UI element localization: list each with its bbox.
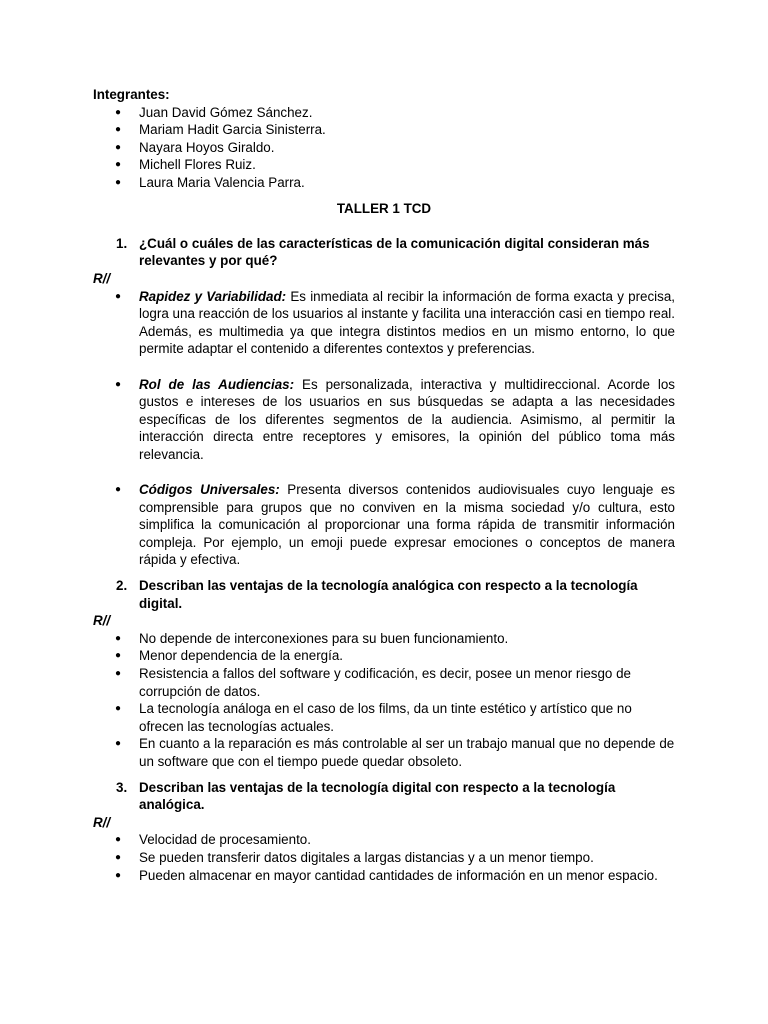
list-item: ● No depende de interconexiones para su buen funcionamiento.: [93, 630, 675, 648]
answer-marker: R//: [93, 613, 111, 629]
list-item: ● Juan David Gómez Sánchez.: [93, 104, 675, 122]
question-2: [93, 577, 675, 612]
document-title: TALLER 1 TCD: [336, 200, 432, 216]
list-item: ● Menor dependencia de la energía.: [93, 647, 675, 665]
answer-item-lead: Rapidez y Variabilidad:: [139, 288, 287, 304]
answer-marker: R//: [93, 814, 111, 830]
list-item: ● Pueden almacenar en mayor cantidad cantidades de información en un menor espacio.: [93, 867, 675, 885]
list-item: ● La tecnología análoga en el caso de los films, da un tinte estético y artístico que no ofrecen las tecnologías actuales.: [93, 700, 675, 735]
answer-item-lead: Códigos Universales:: [139, 482, 280, 498]
answer-item: [93, 481, 675, 569]
list-item: ● Resistencia a fallos del software y codificación, es decir, posee un menor riesgo de corrupción de datos.: [93, 665, 675, 700]
question-number: 3.: [116, 779, 128, 795]
question-1: [93, 235, 675, 270]
answer-item-text: Es personalizada, interactiva y multidireccional. Acorde los gustos e intereses de los usuarios en sus búsquedas se adapta a las necesidades específicas de los diferentes segmentos de la audiencia. Asimismo, al permitir la interacción directa entre receptores y emisores, la opinión del público toma más relevancia.: [139, 376, 675, 462]
question-number: 2.: [116, 578, 128, 594]
question-number: 1.: [116, 235, 128, 251]
question-text: Describan las ventajas de la tecnología digital con respecto a la tecnología analógica.: [139, 779, 616, 813]
document-content: [93, 86, 675, 884]
answer-item-text: Es inmediata al recibir la información de forma exacta y precisa, logra una reacción de los usuarios al instante y facilita una interacción casi en tiempo real. Además, es multimedia ya que integra distintos medios en un mismo entorno, lo que permite adaptar el contenido a diferentes contextos y preferencias.: [139, 288, 676, 357]
answer-marker: R//: [93, 270, 111, 286]
list-item: ● Michell Flores Ruiz.: [93, 156, 675, 174]
list-item: ● Laura Maria Valencia Parra.: [93, 174, 675, 192]
integrantes-list: [93, 104, 675, 192]
list-item: ● Se pueden transferir datos digitales a largas distancias y a un menor tiempo.: [93, 849, 675, 867]
answer-item: [93, 288, 675, 358]
list-item: ● Mariam Hadit Garcia Sinisterra.: [93, 121, 675, 139]
question-3: [93, 779, 675, 814]
list-item: ● Velocidad de procesamiento.: [93, 831, 675, 849]
list-item: ● Nayara Hoyos Giraldo.: [93, 139, 675, 157]
answer-item: [93, 376, 675, 464]
integrantes-heading: Integrantes:: [93, 87, 170, 102]
answer-item-lead: Rol de las Audiencias:: [139, 376, 295, 392]
question-text: Describan las ventajas de la tecnología analógica con respecto a la tecnología digital.: [139, 578, 638, 611]
question-text: ¿Cuál o cuáles de las características de la comunicación digital consideran más relevantes y por qué?: [139, 235, 650, 269]
list-item: ● En cuanto a la reparación es más controlable al ser un trabajo manual que no depende de un software que con el tiempo puede quedar obsoleto.: [93, 735, 675, 770]
answer-item-text: Presenta diversos contenidos audiovisuales cuyo lenguaje es comprensible para grupos que no conviven en la misma sociedad y/o cultura, esto simplifica la comunicación al proporcionar una forma rápida de transmitir información compleja. Por ejemplo, un emoji puede expresar emociones o conceptos de manera rápida y efectiva.: [139, 482, 675, 568]
